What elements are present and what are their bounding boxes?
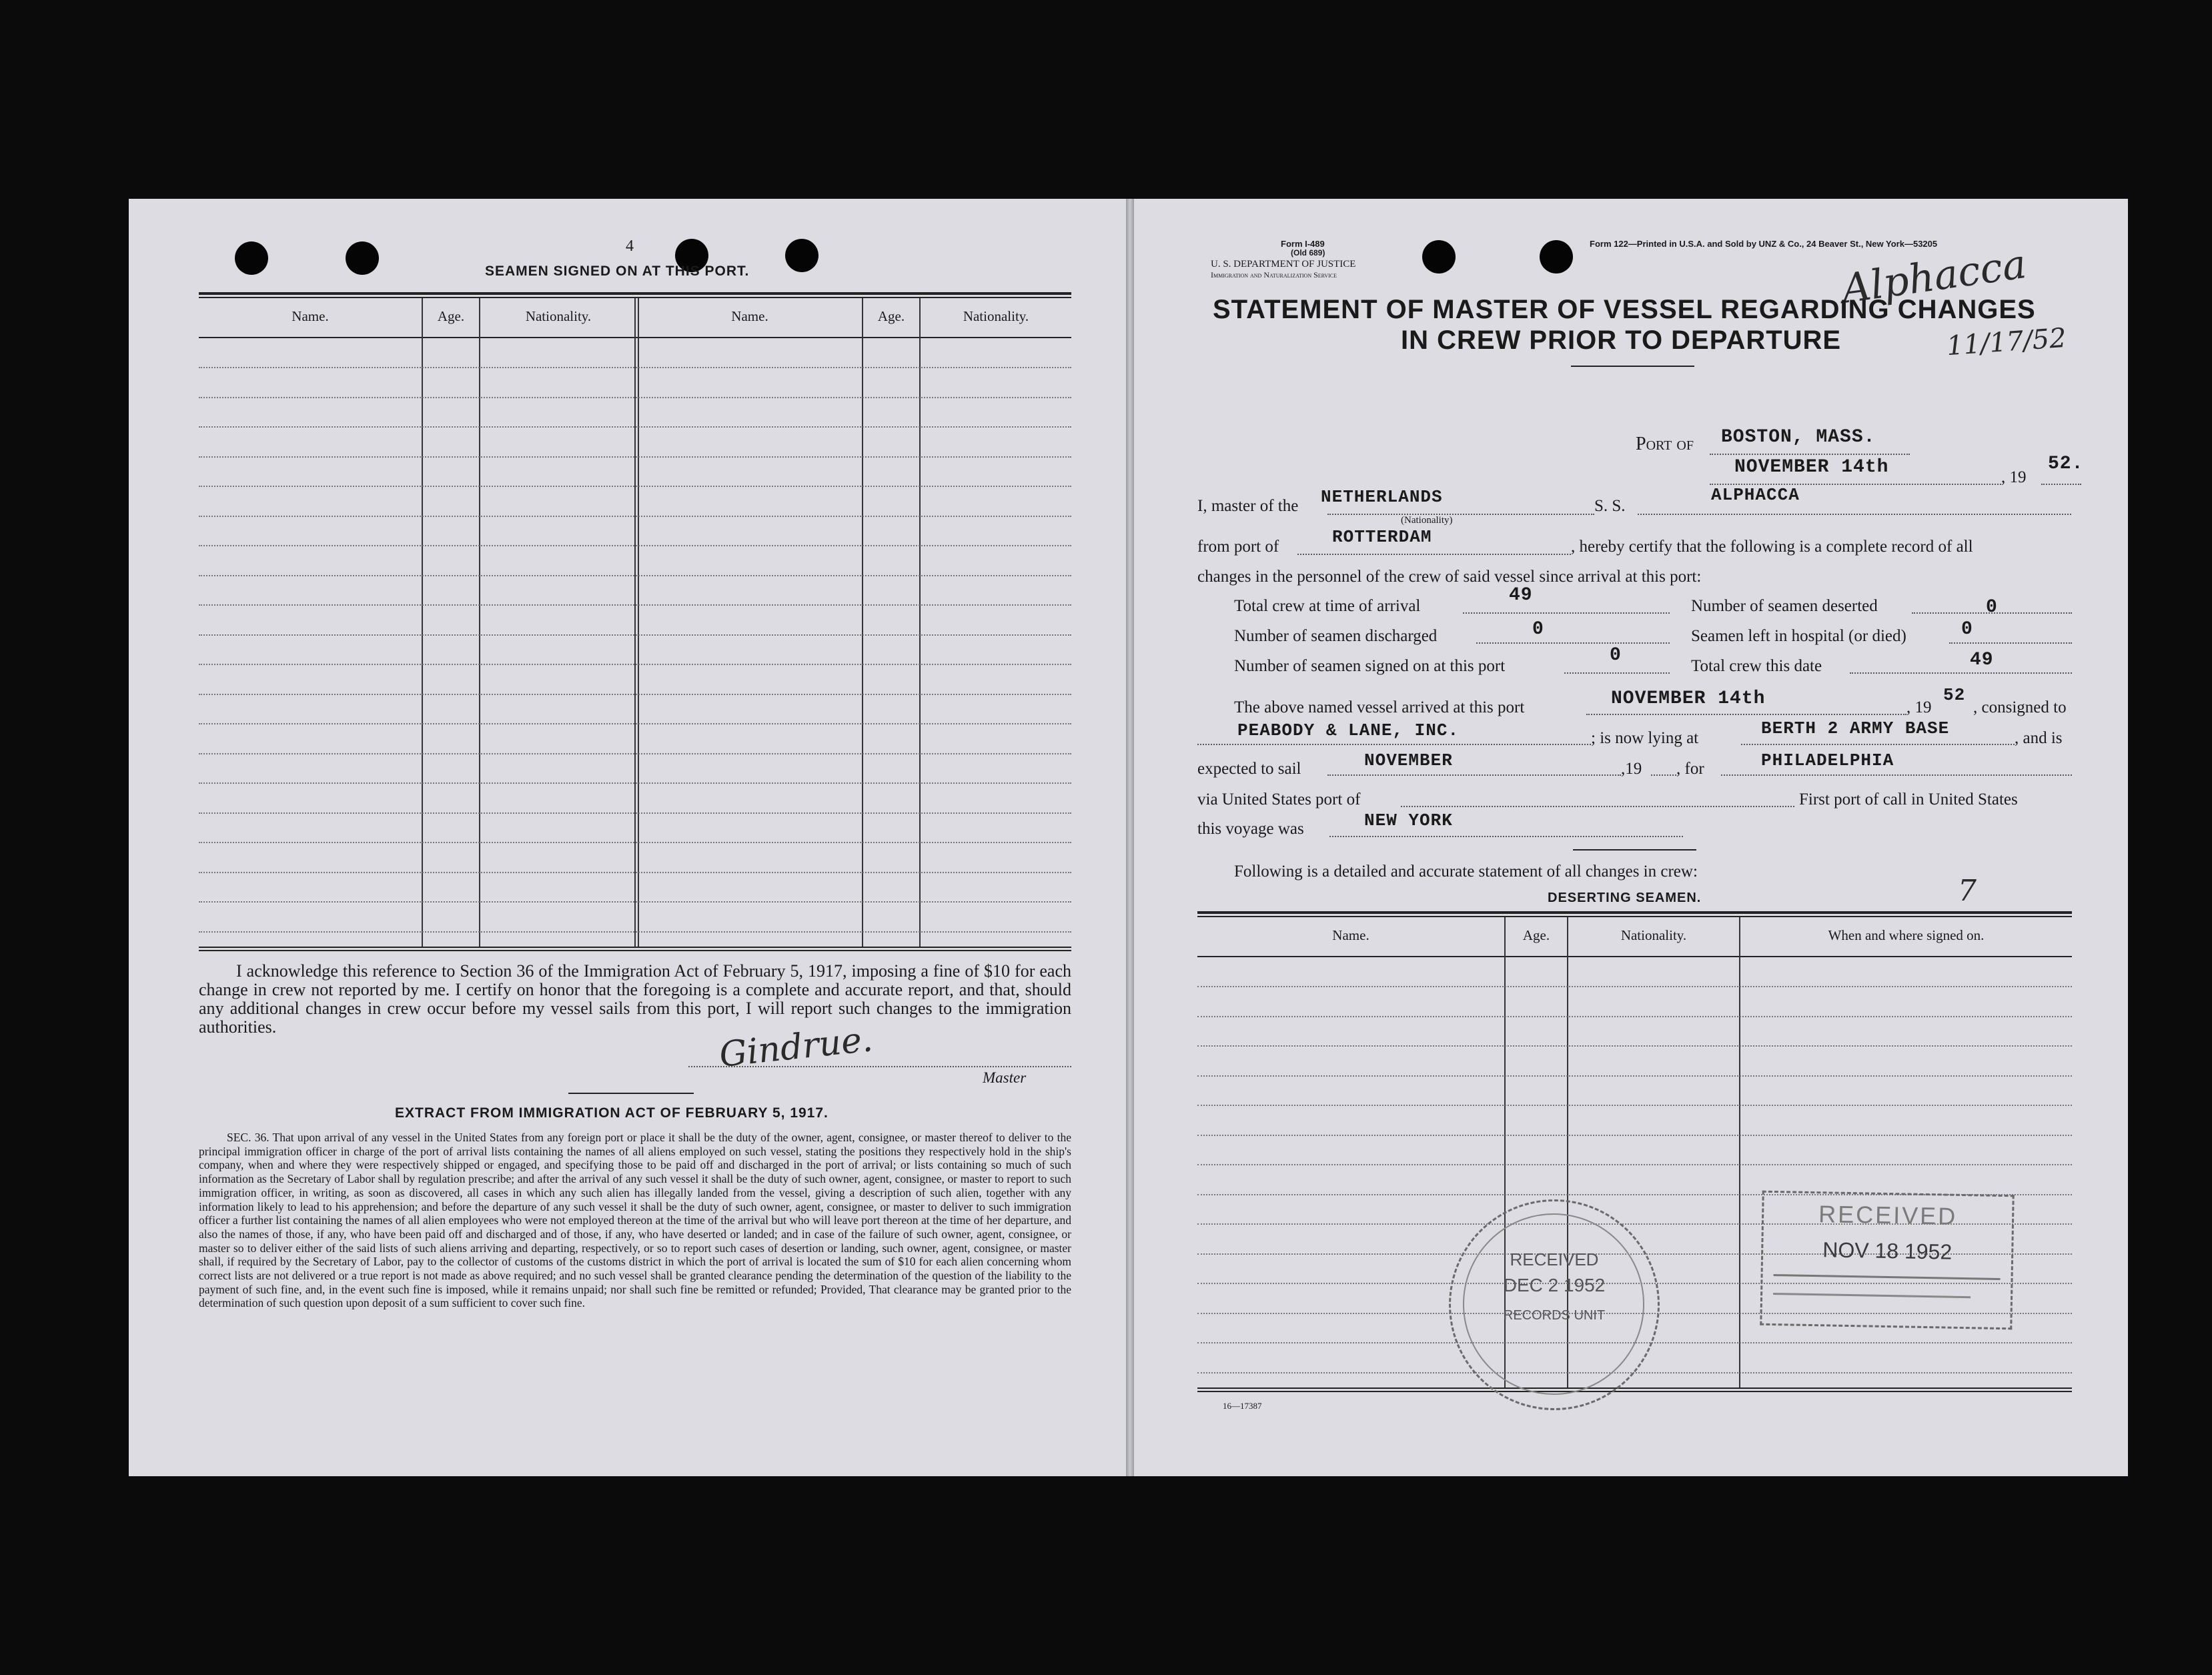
table-row	[199, 604, 1071, 606]
table-row	[199, 812, 1071, 814]
table-row	[199, 426, 1071, 428]
column-header-name: Name.	[1332, 927, 1369, 943]
acknowledgement-text: I acknowledge this reference to Section 36 of the Immigration Act of February 5, 1917, imposing a fine of $10 for each change in crew not reported by me. I certify on honor that the foregoing is a complete and accurate report, and that, should any additional changes in crew occur before my vessel sails from this port, I will report such changes to the immigration authorities.	[199, 961, 1071, 1037]
signature-line	[688, 1066, 1071, 1067]
total-crew-date-line	[1850, 672, 2072, 674]
column-divider	[422, 298, 423, 947]
value-berth: BERTH 2 ARMY BASE	[1761, 718, 1950, 738]
label-first-port: First port of call in United States	[1799, 790, 2018, 808]
value-nationality: NETHERLANDS	[1321, 487, 1443, 507]
table-row	[1197, 1105, 2072, 1106]
value-signed-on: 0	[1610, 645, 1622, 666]
table-top-rule	[1197, 911, 2072, 914]
table-row	[199, 516, 1071, 517]
label-master-of: I, master of the	[1197, 497, 1299, 515]
value-total-crew-arrival: 49	[1509, 585, 1533, 606]
divider-rule	[1573, 849, 1696, 851]
column-divider	[638, 298, 639, 947]
label-lying-at: ; is now lying at	[1591, 729, 1699, 747]
value-first-port: NEW YORK	[1364, 810, 1453, 830]
table-row	[199, 753, 1071, 754]
form-title-line2: IN CREW PRIOR TO DEPARTURE	[1401, 326, 1842, 355]
label-changes: changes in the personnel of the crew of said vessel since arrival at this port:	[1197, 568, 1702, 586]
received-box-stamp	[1760, 1191, 2014, 1330]
table-row	[1197, 1016, 2072, 1017]
column-header-nationality: Nationality.	[1620, 927, 1687, 943]
table-row	[199, 664, 1071, 665]
arrival-date-line	[1586, 714, 1906, 715]
table-bottom-rule	[199, 947, 1071, 948]
label-total-crew-arrival: Total crew at time of arrival	[1234, 597, 1421, 615]
table-row	[199, 575, 1071, 576]
stamp-received-label: RECEIVED	[1818, 1200, 1958, 1230]
consignee-line	[1197, 744, 1591, 745]
table-bottom-rule	[1197, 1387, 2072, 1389]
year-line	[2041, 484, 2081, 485]
label-arrived-at: The above named vessel arrived at this port	[1234, 698, 1525, 716]
value-from-port: ROTTERDAM	[1332, 527, 1432, 547]
table-row	[1197, 1135, 2072, 1136]
form-old-number: (Old 689)	[1291, 248, 1325, 257]
value-arrival-year: 52	[1943, 685, 1966, 705]
column-header-age: Age.	[877, 308, 905, 324]
table-row	[199, 723, 1071, 724]
extract-title: EXTRACT FROM IMMIGRATION ACT OF FEBRUARY 5, 1917.	[395, 1105, 828, 1121]
table-row	[1197, 1164, 2072, 1165]
column-header-name: Name.	[292, 308, 329, 324]
table-row	[199, 456, 1071, 458]
master-caption: Master	[983, 1069, 1027, 1086]
label-following: Following is a detailed and accurate statement of all changes in crew:	[1234, 863, 1698, 881]
form-number: Form I-489	[1281, 239, 1325, 249]
table-row	[199, 931, 1071, 933]
section-title: SEAMEN SIGNED ON AT THIS PORT.	[485, 263, 750, 279]
value-sail-month: NOVEMBER	[1364, 750, 1453, 770]
value-year: 52.	[2048, 454, 2084, 474]
punch-hole	[235, 241, 268, 275]
label-year19: ,19	[1621, 760, 1642, 778]
column-header-nationality: Nationality.	[963, 308, 1029, 324]
table-top-rule	[1197, 916, 2072, 917]
label-from-port: from port of	[1197, 538, 1279, 556]
header-rule	[1197, 956, 2072, 957]
column-header-age: Age.	[1522, 927, 1550, 943]
total-crew-arrival-line	[1463, 612, 1670, 614]
value-total-crew-date: 49	[1970, 650, 1994, 670]
label-discharged: Number of seamen discharged	[1234, 627, 1438, 645]
column-header-signed-on: When and where signed on.	[1828, 927, 1985, 943]
table-row	[199, 545, 1071, 546]
page-number: 4	[626, 237, 634, 255]
table-row	[199, 397, 1071, 398]
column-header-age: Age.	[437, 308, 465, 324]
value-hospital: 0	[1961, 619, 1973, 640]
from-port-line	[1297, 554, 1571, 555]
footer-code: 16—17387	[1223, 1401, 1262, 1411]
hospital-line	[1949, 642, 2072, 644]
table-row	[1197, 986, 2072, 987]
label-year-prefix: , 19	[2001, 468, 2027, 486]
label-voyage: this voyage was	[1197, 820, 1304, 838]
berth-line	[1741, 744, 2015, 745]
value-arrival-date: NOVEMBER 14th	[1611, 688, 1766, 709]
vessel-line	[1638, 514, 2071, 515]
label-ss: S. S.	[1594, 497, 1626, 515]
label-port-of: Port of	[1636, 434, 1694, 454]
label-for: , for	[1676, 760, 1704, 778]
sail-month-line	[1327, 774, 1621, 776]
label-consigned: , consigned to	[1973, 698, 2067, 716]
column-divider	[634, 298, 636, 947]
page-fold	[1126, 199, 1134, 1476]
column-divider	[862, 298, 863, 947]
label-year-prefix: , 19	[1906, 698, 1932, 716]
divider-rule	[568, 1093, 694, 1094]
sail-year-line	[1651, 774, 1676, 776]
signed-on-line	[1564, 672, 1670, 674]
master-signature: Gindrue.	[717, 1019, 875, 1075]
department-name: U. S. DEPARTMENT OF JUSTICE	[1211, 259, 1356, 269]
table-bottom-rule	[199, 950, 1071, 951]
table-row	[199, 367, 1071, 368]
table-row	[199, 486, 1071, 487]
label-and-is: , and is	[2015, 729, 2063, 747]
column-divider	[1739, 917, 1740, 1387]
margin-mark: 7	[1958, 874, 1977, 908]
stamp-received-label: RECEIVED	[1510, 1249, 1599, 1269]
stamp-date: DEC 2 1952	[1503, 1275, 1606, 1295]
value-discharged: 0	[1532, 619, 1544, 640]
stamp-unit: RECORDS UNIT	[1503, 1308, 1606, 1323]
table-row	[199, 634, 1071, 636]
value-destination: PHILADELPHIA	[1761, 750, 1894, 770]
nationality-caption: (Nationality)	[1401, 515, 1453, 526]
label-deserted: Number of seamen deserted	[1691, 597, 1878, 615]
table-row	[199, 872, 1071, 873]
column-header-name: Name.	[731, 308, 768, 324]
column-header-nationality: Nationality.	[525, 308, 592, 324]
value-vessel: ALPHACCA	[1711, 485, 1800, 505]
value-port: BOSTON, MASS.	[1721, 427, 1876, 448]
form-title-line1: STATEMENT OF MASTER OF VESSEL REGARDING CHANGES	[1213, 295, 2036, 324]
label-hospital: Seamen left in hospital (or died)	[1691, 627, 1906, 645]
value-consignee: PEABODY & LANE, INC.	[1237, 720, 1460, 740]
table-row	[199, 782, 1071, 784]
deserting-seamen-title: DESERTING SEAMEN.	[1548, 891, 1702, 905]
nationality-line	[1327, 514, 1594, 515]
first-port-line	[1329, 836, 1683, 837]
table-row	[1197, 1045, 2072, 1047]
label-expected: expected to sail	[1197, 760, 1301, 778]
label-total-crew-date: Total crew this date	[1691, 657, 1822, 675]
table-row	[199, 842, 1071, 843]
stamp-date: NOV 18 1952	[1822, 1237, 1953, 1264]
printer-note: Form 122—Printed in U.S.A. and Sold by UNZ & Co., 24 Beaver St., New York—53205	[1590, 239, 1938, 249]
label-signed-on: Number of seamen signed on at this port	[1234, 657, 1506, 675]
column-divider	[479, 298, 480, 947]
destination-line	[1721, 774, 2072, 776]
punch-hole	[1422, 240, 1456, 273]
punch-hole	[346, 241, 379, 275]
table-row	[199, 694, 1071, 695]
value-deserted: 0	[1986, 597, 1998, 618]
punch-hole	[785, 239, 818, 272]
punch-hole	[1540, 240, 1573, 273]
service-name: Immigration and Naturalization Service	[1211, 270, 1337, 280]
value-date: NOVEMBER 14th	[1734, 457, 1889, 478]
column-divider	[919, 298, 921, 947]
table-row	[199, 901, 1071, 903]
title-rule	[1571, 366, 1694, 367]
via-line	[1401, 806, 1794, 807]
table-top-rule	[199, 292, 1071, 295]
label-via: via United States port of	[1197, 790, 1361, 808]
table-row	[1197, 1075, 2072, 1077]
handwritten-date: 11/17/52	[1945, 322, 2068, 362]
discharged-line	[1476, 642, 1670, 644]
port-line	[1710, 454, 1910, 455]
handwritten-vessel-name: Alphacca	[1838, 240, 2029, 314]
table-bottom-rule	[1197, 1391, 2072, 1392]
extract-text: SEC. 36. That upon arrival of any vessel in the United States from any foreign port or place it shall be the duty of the owner, agent, consignee, or master thereof to deliver to the principal immigration officer in charge of the port of arrival lists containing the names of all aliens employed on such vessel, stating the positions they respectively hold in the ship's company, when and where they were respectively shipped or engaged, and specifying those to be paid off and discharged in the port of arrival; or lists containing so much of such information as the Secretary of Labor shall by regulation prescribe; and after the arrival of any such vessel it shall be the duty of such owner, agent, consignee, or master to report to such immigration officer, in writing, as soon as discovered, all cases in which any such alien has illegally landed from the vessel, giving a description of such alien, together with any information likely to lead to his apprehension; and before the departure of any such vessel it shall be the duty of such owner, agent, consignee, or master to deliver to such immigration officer a further list containing the names of all alien employees who were not employed thereon at the time of the arrival but who will leave port thereon at the time of her departure, and also the names of those, if any, who have been paid off and discharged and of those, if any, who have deserted or landed; and in case of the failure of such owner, agent, consignee, or master so to deliver either of the said lists of such aliens arriving and departing, respectively, or so to report such cases of desertion or landing, such owner, agent, consignee, or master shall, if required by the Secretary of Labor, pay to the collector of customs of the customs district in which the port of arrival is located the sum of $10 for each alien concerning whom correct lists are not delivered or a true report is not made as above required; and no such vessel shall be granted clearance pending the determination of the question of the liability to the payment of such fine, and, in the event such fine is imposed, while it remains unpaid; nor shall such fine be remitted or refunded; Provided, That clearance may be granted prior to the determination of such question upon deposit of a sum sufficient to cover such fine.	[199, 1131, 1071, 1310]
received-circle-stamp	[1449, 1199, 1660, 1410]
label-certify: , hereby certify that the following is a complete record of all	[1571, 538, 1973, 556]
